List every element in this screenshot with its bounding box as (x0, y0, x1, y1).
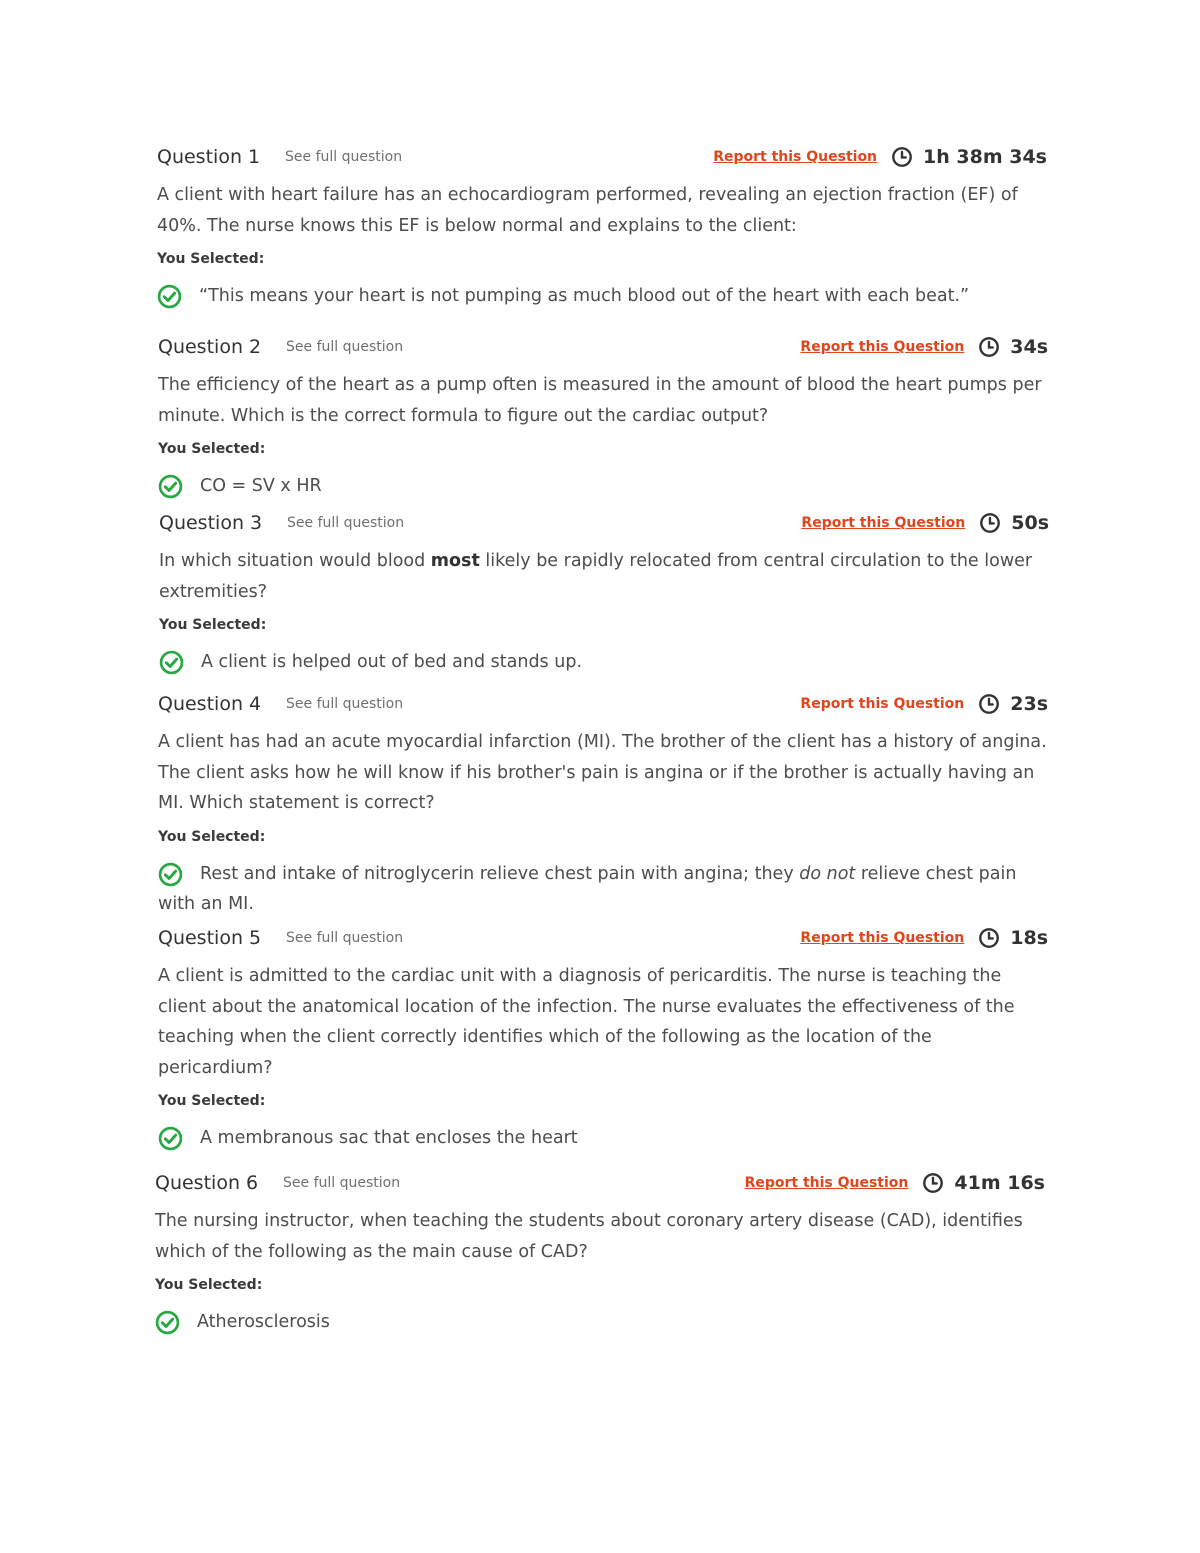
check-circle-icon (158, 474, 183, 499)
answer-text-part: relieve chest pain with an MI. (158, 863, 1017, 914)
question-4 (158, 689, 1048, 919)
question-5 (158, 923, 1048, 1153)
clock-icon (978, 927, 1000, 949)
see-full-question-link[interactable]: See full question (287, 515, 405, 531)
see-full-question-link[interactable]: See full question (286, 930, 404, 946)
report-question-link[interactable]: Report this Question (713, 149, 878, 165)
question-header (157, 142, 1047, 172)
question-meta (800, 923, 1048, 953)
question-timer: 50s (1011, 512, 1049, 534)
selected-answer (157, 281, 1047, 311)
check-circle-icon (155, 1310, 180, 1335)
question-header (159, 508, 1049, 538)
clock-icon (891, 146, 913, 168)
see-full-question-link[interactable]: See full question (286, 339, 404, 355)
question-timer: 1h 38m 34s (923, 146, 1047, 168)
clock-icon (922, 1172, 944, 1194)
question-text: The nursing instructor, when teaching the students about coronary artery disease (CAD), identifies which of the following as the main cause of CAD? (155, 1211, 1023, 1262)
question-1 (157, 142, 1047, 311)
answer-text-emphasis: do not (799, 863, 856, 884)
question-text: A client with heart failure has an echocardiogram performed, revealing an ejection fraction (EF) of 40%. The nurse knows this EF is below normal and explains to the client: (157, 185, 1018, 236)
report-question-link[interactable]: Report this Question (800, 339, 965, 355)
question-title: Question 1 (157, 146, 261, 168)
answer-text: A membranous sac that encloses the heart (200, 1128, 578, 1148)
you-selected-label: You Selected: (158, 1093, 266, 1109)
question-header (158, 923, 1048, 953)
question-title: Question 6 (155, 1172, 259, 1194)
clock-icon (978, 336, 1000, 358)
question-timer: 23s (1010, 693, 1048, 715)
question-meta (800, 689, 1048, 719)
question-text: A client is admitted to the cardiac unit with a diagnosis of pericarditis. The nurse is teaching the client about the anatomical location of the infection. The nurse evaluates the effectiveness of the teaching when the client correctly identifies which of the following as the location of the pericardium? (158, 966, 1015, 1078)
question-6 (155, 1168, 1045, 1337)
you-selected-label: You Selected: (158, 828, 266, 845)
selected-answer (159, 647, 1049, 677)
report-question-link[interactable]: Report this Question (800, 930, 965, 946)
question-header (155, 1168, 1045, 1198)
question-text-part: likely be rapidly relocated from central circulation to the lower extremities? (159, 551, 1033, 602)
check-circle-icon (157, 284, 182, 309)
question-text: The efficiency of the heart as a pump often is measured in the amount of blood the heart pumps per minute. Which is the correct formula to figure out the cardiac output? (158, 375, 1042, 426)
answer-text: A client is helped out of bed and stands up. (201, 652, 583, 672)
question-2 (158, 332, 1048, 501)
question-header (158, 332, 1048, 362)
question-meta (745, 1168, 1045, 1198)
see-full-question-link[interactable]: See full question (285, 149, 403, 165)
question-text (159, 546, 1049, 607)
question-timer: 41m 16s (954, 1172, 1045, 1194)
selected-answer (158, 471, 1048, 501)
check-circle-icon (158, 1126, 183, 1151)
question-title: Question 4 (158, 693, 262, 715)
question-3 (159, 508, 1049, 677)
clock-icon (979, 512, 1001, 534)
question-text-part: In which situation would blood (159, 551, 431, 571)
report-question-link[interactable]: Report this Question (801, 515, 966, 531)
question-title: Question 5 (158, 927, 262, 949)
you-selected-label: You Selected: (159, 617, 267, 633)
question-timer: 18s (1010, 927, 1048, 949)
selected-answer (155, 1307, 1045, 1337)
question-title: Question 2 (158, 336, 262, 358)
question-meta (713, 142, 1047, 172)
answer-text-part: Rest and intake of nitroglycerin relieve chest pain with angina; they (200, 863, 800, 884)
report-question-link[interactable]: Report this Question (744, 1175, 909, 1191)
question-meta (800, 332, 1048, 362)
clock-icon (978, 693, 1000, 715)
see-full-question-link[interactable]: See full question (286, 696, 404, 712)
answer-text: Atherosclerosis (197, 1312, 330, 1332)
question-text-emphasis: most (430, 551, 480, 571)
you-selected-label: You Selected: (155, 1277, 263, 1293)
question-meta (801, 508, 1049, 538)
question-text: A client has had an acute myocardial infarction (MI). The brother of the client has a history of angina. The client asks how he will know if his brother's pain is angina or if the brother is actually having an MI. Which statement is correct? (158, 732, 1047, 813)
you-selected-label: You Selected: (158, 441, 266, 457)
question-timer: 34s (1010, 336, 1048, 358)
answer-text: CO = SV x HR (200, 476, 322, 496)
question-title: Question 3 (159, 512, 263, 534)
check-circle-icon (158, 862, 183, 887)
question-header (158, 689, 1048, 719)
you-selected-label: You Selected: (157, 251, 265, 267)
answer-text: “This means your heart is not pumping as much blood out of the heart with each beat.” (199, 286, 970, 306)
selected-answer (158, 859, 1048, 919)
report-question-link[interactable]: Report this Question (800, 696, 965, 712)
selected-answer (158, 1123, 1048, 1153)
see-full-question-link[interactable]: See full question (283, 1175, 401, 1191)
check-circle-icon (159, 650, 184, 675)
